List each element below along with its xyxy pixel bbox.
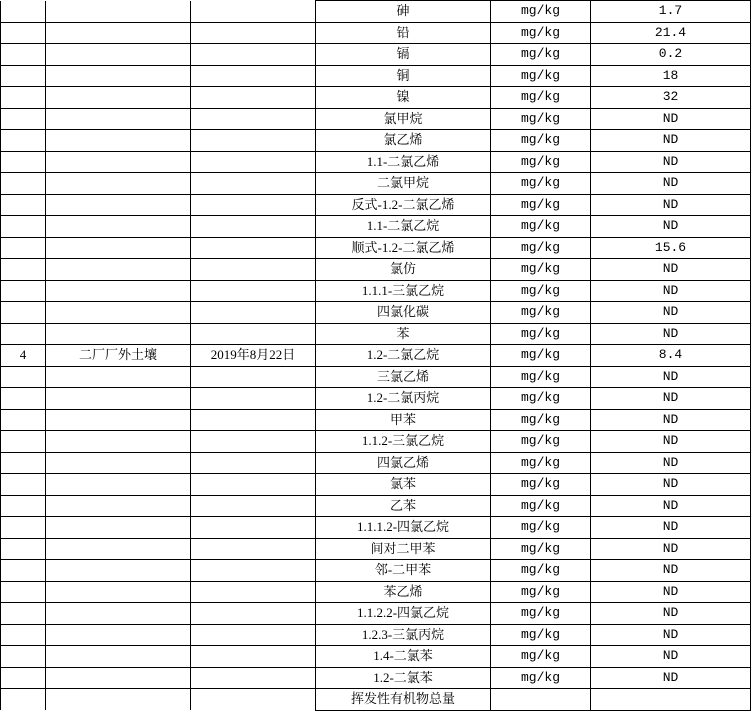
unit-cell: [491, 689, 591, 711]
sampling-date-cell: [191, 431, 316, 453]
result-value-cell: ND: [591, 624, 751, 646]
sampling-date-cell: [191, 259, 316, 281]
row-index-cell: [1, 87, 46, 109]
table-row: [1, 108, 751, 130]
unit-cell: mg/kg: [491, 151, 591, 173]
table-row: [1, 603, 751, 625]
result-value-cell: ND: [591, 517, 751, 539]
site-cell: [46, 474, 191, 496]
result-value-cell: ND: [591, 302, 751, 324]
test-item-cell: 苯乙烯: [316, 581, 491, 603]
unit-cell: mg/kg: [491, 323, 591, 345]
test-item-cell: 镉: [316, 44, 491, 66]
row-index-cell: [1, 22, 46, 44]
table-row: [1, 624, 751, 646]
row-index-cell: [1, 302, 46, 324]
unit-cell: mg/kg: [491, 302, 591, 324]
test-item-cell: 1.2.3-三氯丙烷: [316, 624, 491, 646]
test-item-cell: 苯: [316, 323, 491, 345]
result-value-cell: ND: [591, 323, 751, 345]
test-item-cell: 反式-1.2-二氯乙烯: [316, 194, 491, 216]
table-row: [1, 560, 751, 582]
result-value-cell: ND: [591, 581, 751, 603]
row-index-cell: [1, 173, 46, 195]
sampling-date-cell: [191, 409, 316, 431]
table-row: [1, 646, 751, 668]
unit-cell: mg/kg: [491, 388, 591, 410]
result-value-cell: 1.7: [591, 1, 751, 23]
test-item-cell: 挥发性有机物总量: [316, 689, 491, 711]
site-cell: [46, 151, 191, 173]
site-cell: [46, 323, 191, 345]
table-row: [1, 44, 751, 66]
row-index-cell: [1, 667, 46, 689]
result-value-cell: ND: [591, 667, 751, 689]
sampling-date-cell: [191, 1, 316, 23]
row-index-cell: [1, 65, 46, 87]
table-row: [1, 259, 751, 281]
table-row: [1, 87, 751, 109]
result-value-cell: ND: [591, 108, 751, 130]
sampling-date-cell: [191, 603, 316, 625]
sampling-date-cell: [191, 624, 316, 646]
result-value-cell: 18: [591, 65, 751, 87]
test-item-cell: 1.2-二氯丙烷: [316, 388, 491, 410]
sampling-date-cell: [191, 689, 316, 711]
site-cell: [46, 1, 191, 23]
unit-cell: mg/kg: [491, 216, 591, 238]
result-value-cell: 15.6: [591, 237, 751, 259]
test-item-cell: 甲苯: [316, 409, 491, 431]
unit-cell: mg/kg: [491, 87, 591, 109]
result-value-cell: ND: [591, 151, 751, 173]
unit-cell: mg/kg: [491, 1, 591, 23]
result-value-cell: ND: [591, 495, 751, 517]
test-item-cell: 间对二甲苯: [316, 538, 491, 560]
unit-cell: mg/kg: [491, 538, 591, 560]
test-item-cell: 1.1-二氯乙烯: [316, 151, 491, 173]
sampling-date-cell: [191, 388, 316, 410]
row-index-cell: [1, 560, 46, 582]
unit-cell: mg/kg: [491, 173, 591, 195]
sampling-date-cell: [191, 194, 316, 216]
table-row: [1, 431, 751, 453]
test-item-cell: 顺式-1.2-二氯乙烯: [316, 237, 491, 259]
row-index-cell: [1, 280, 46, 302]
test-item-cell: 二氯甲烷: [316, 173, 491, 195]
site-cell: [46, 646, 191, 668]
test-item-cell: 氯仿: [316, 259, 491, 281]
test-item-cell: 1.1.2-三氯乙烷: [316, 431, 491, 453]
site-cell: [46, 689, 191, 711]
test-item-cell: 1.1.1-三氯乙烷: [316, 280, 491, 302]
sampling-date-cell: [191, 581, 316, 603]
table-row: [1, 517, 751, 539]
table-row: [1, 452, 751, 474]
row-index-cell: [1, 130, 46, 152]
site-cell: [46, 280, 191, 302]
unit-cell: mg/kg: [491, 194, 591, 216]
unit-cell: mg/kg: [491, 560, 591, 582]
row-index-cell: [1, 409, 46, 431]
sampling-date-cell: [191, 280, 316, 302]
row-index-cell: [1, 1, 46, 23]
site-cell: [46, 259, 191, 281]
unit-cell: mg/kg: [491, 366, 591, 388]
unit-cell: mg/kg: [491, 667, 591, 689]
sampling-date-cell: [191, 517, 316, 539]
unit-cell: mg/kg: [491, 22, 591, 44]
result-value-cell: [591, 689, 751, 711]
table-row: [1, 345, 751, 367]
site-cell: [46, 538, 191, 560]
table-body: [1, 1, 751, 711]
result-value-cell: ND: [591, 560, 751, 582]
sampling-date-cell: [191, 474, 316, 496]
site-cell: [46, 667, 191, 689]
result-value-cell: ND: [591, 259, 751, 281]
row-index-cell: [1, 646, 46, 668]
test-item-cell: 1.2-二氯乙烷: [316, 345, 491, 367]
row-index-cell: [1, 259, 46, 281]
row-index-cell: [1, 624, 46, 646]
site-cell: [46, 237, 191, 259]
site-cell: [46, 452, 191, 474]
unit-cell: mg/kg: [491, 237, 591, 259]
test-item-cell: 四氯乙烯: [316, 452, 491, 474]
site-cell: [46, 388, 191, 410]
site-cell: [46, 130, 191, 152]
row-index-cell: [1, 603, 46, 625]
site-cell: [46, 560, 191, 582]
site-cell: [46, 517, 191, 539]
result-value-cell: ND: [591, 173, 751, 195]
sampling-date-cell: [191, 130, 316, 152]
site-cell: [46, 65, 191, 87]
test-item-cell: 1.1.1.2-四氯乙烷: [316, 517, 491, 539]
sampling-date-cell: [191, 538, 316, 560]
unit-cell: mg/kg: [491, 431, 591, 453]
site-cell: [46, 409, 191, 431]
sampling-date-cell: [191, 646, 316, 668]
site-cell: [46, 624, 191, 646]
sampling-date-cell: [191, 44, 316, 66]
unit-cell: mg/kg: [491, 345, 591, 367]
table-row: [1, 689, 751, 711]
site-cell: [46, 581, 191, 603]
site-cell: [46, 603, 191, 625]
site-cell: [46, 431, 191, 453]
test-item-cell: 1.1-二氯乙烷: [316, 216, 491, 238]
result-value-cell: ND: [591, 431, 751, 453]
table-row: [1, 667, 751, 689]
result-value-cell: ND: [591, 452, 751, 474]
table-row: [1, 130, 751, 152]
result-value-cell: ND: [591, 646, 751, 668]
result-value-cell: ND: [591, 474, 751, 496]
row-index-cell: [1, 538, 46, 560]
unit-cell: mg/kg: [491, 65, 591, 87]
sampling-date-cell: [191, 108, 316, 130]
site-cell: [46, 22, 191, 44]
table-row: [1, 151, 751, 173]
table-row: [1, 65, 751, 87]
test-item-cell: 镍: [316, 87, 491, 109]
row-index-cell: [1, 216, 46, 238]
sampling-date-cell: [191, 216, 316, 238]
test-item-cell: 氯甲烷: [316, 108, 491, 130]
sampling-date-cell: [191, 560, 316, 582]
table-row: [1, 366, 751, 388]
row-index-cell: [1, 581, 46, 603]
result-value-cell: ND: [591, 388, 751, 410]
row-index-cell: [1, 495, 46, 517]
table-row: [1, 1, 751, 23]
unit-cell: mg/kg: [491, 452, 591, 474]
row-index-cell: [1, 237, 46, 259]
sampling-date-cell: [191, 237, 316, 259]
unit-cell: mg/kg: [491, 581, 591, 603]
site-cell: [46, 194, 191, 216]
site-cell: [46, 173, 191, 195]
test-item-cell: 铜: [316, 65, 491, 87]
row-index-cell: [1, 44, 46, 66]
unit-cell: mg/kg: [491, 517, 591, 539]
row-index-cell: [1, 689, 46, 711]
row-index-cell: [1, 452, 46, 474]
result-value-cell: ND: [591, 280, 751, 302]
site-cell: [46, 44, 191, 66]
test-item-cell: 1.4-二氯苯: [316, 646, 491, 668]
result-value-cell: ND: [591, 130, 751, 152]
unit-cell: mg/kg: [491, 130, 591, 152]
table-row: [1, 22, 751, 44]
result-value-cell: ND: [591, 216, 751, 238]
row-index-cell: [1, 108, 46, 130]
result-value-cell: 0.2: [591, 44, 751, 66]
sampling-date-cell: [191, 302, 316, 324]
site-cell: [46, 495, 191, 517]
sampling-date-cell: [191, 495, 316, 517]
row-index-cell: 4: [1, 345, 46, 367]
sampling-date-cell: [191, 366, 316, 388]
table-row: [1, 280, 751, 302]
table-row: [1, 538, 751, 560]
unit-cell: mg/kg: [491, 646, 591, 668]
table-row: [1, 302, 751, 324]
row-index-cell: [1, 194, 46, 216]
table-row: [1, 194, 751, 216]
test-item-cell: 1.2-二氯苯: [316, 667, 491, 689]
result-value-cell: ND: [591, 194, 751, 216]
unit-cell: mg/kg: [491, 409, 591, 431]
table-row: [1, 216, 751, 238]
result-value-cell: ND: [591, 366, 751, 388]
result-value-cell: ND: [591, 409, 751, 431]
test-item-cell: 三氯乙烯: [316, 366, 491, 388]
result-value-cell: 8.4: [591, 345, 751, 367]
sampling-date-cell: [191, 323, 316, 345]
table-row: [1, 495, 751, 517]
table-row: [1, 388, 751, 410]
site-cell: [46, 108, 191, 130]
result-value-cell: ND: [591, 603, 751, 625]
row-index-cell: [1, 151, 46, 173]
unit-cell: mg/kg: [491, 108, 591, 130]
site-cell: [46, 216, 191, 238]
row-index-cell: [1, 474, 46, 496]
test-item-cell: 1.1.2.2-四氯乙烷: [316, 603, 491, 625]
row-index-cell: [1, 431, 46, 453]
result-value-cell: ND: [591, 538, 751, 560]
sampling-date-cell: [191, 87, 316, 109]
table-row: [1, 409, 751, 431]
table-row: [1, 474, 751, 496]
table-row: [1, 237, 751, 259]
test-item-cell: 乙苯: [316, 495, 491, 517]
test-item-cell: 砷: [316, 1, 491, 23]
test-item-cell: 铅: [316, 22, 491, 44]
table-row: [1, 323, 751, 345]
sampling-date-cell: [191, 173, 316, 195]
site-cell: [46, 87, 191, 109]
unit-cell: mg/kg: [491, 495, 591, 517]
sampling-date-cell: [191, 452, 316, 474]
site-cell: [46, 366, 191, 388]
unit-cell: mg/kg: [491, 624, 591, 646]
row-index-cell: [1, 323, 46, 345]
result-value-cell: 21.4: [591, 22, 751, 44]
unit-cell: mg/kg: [491, 44, 591, 66]
table-row: [1, 173, 751, 195]
sampling-date-cell: [191, 667, 316, 689]
sampling-date-cell: 2019年8月22日: [191, 345, 316, 367]
test-item-cell: 四氯化碳: [316, 302, 491, 324]
site-cell: 二厂厂外土壤: [46, 345, 191, 367]
unit-cell: mg/kg: [491, 280, 591, 302]
table-row: [1, 581, 751, 603]
unit-cell: mg/kg: [491, 603, 591, 625]
site-cell: [46, 302, 191, 324]
test-item-cell: 氯乙烯: [316, 130, 491, 152]
row-index-cell: [1, 517, 46, 539]
sampling-date-cell: [191, 22, 316, 44]
result-value-cell: 32: [591, 87, 751, 109]
sampling-date-cell: [191, 151, 316, 173]
unit-cell: mg/kg: [491, 474, 591, 496]
test-item-cell: 邻-二甲苯: [316, 560, 491, 582]
unit-cell: mg/kg: [491, 259, 591, 281]
test-item-cell: 氯苯: [316, 474, 491, 496]
row-index-cell: [1, 366, 46, 388]
sampling-date-cell: [191, 65, 316, 87]
row-index-cell: [1, 388, 46, 410]
